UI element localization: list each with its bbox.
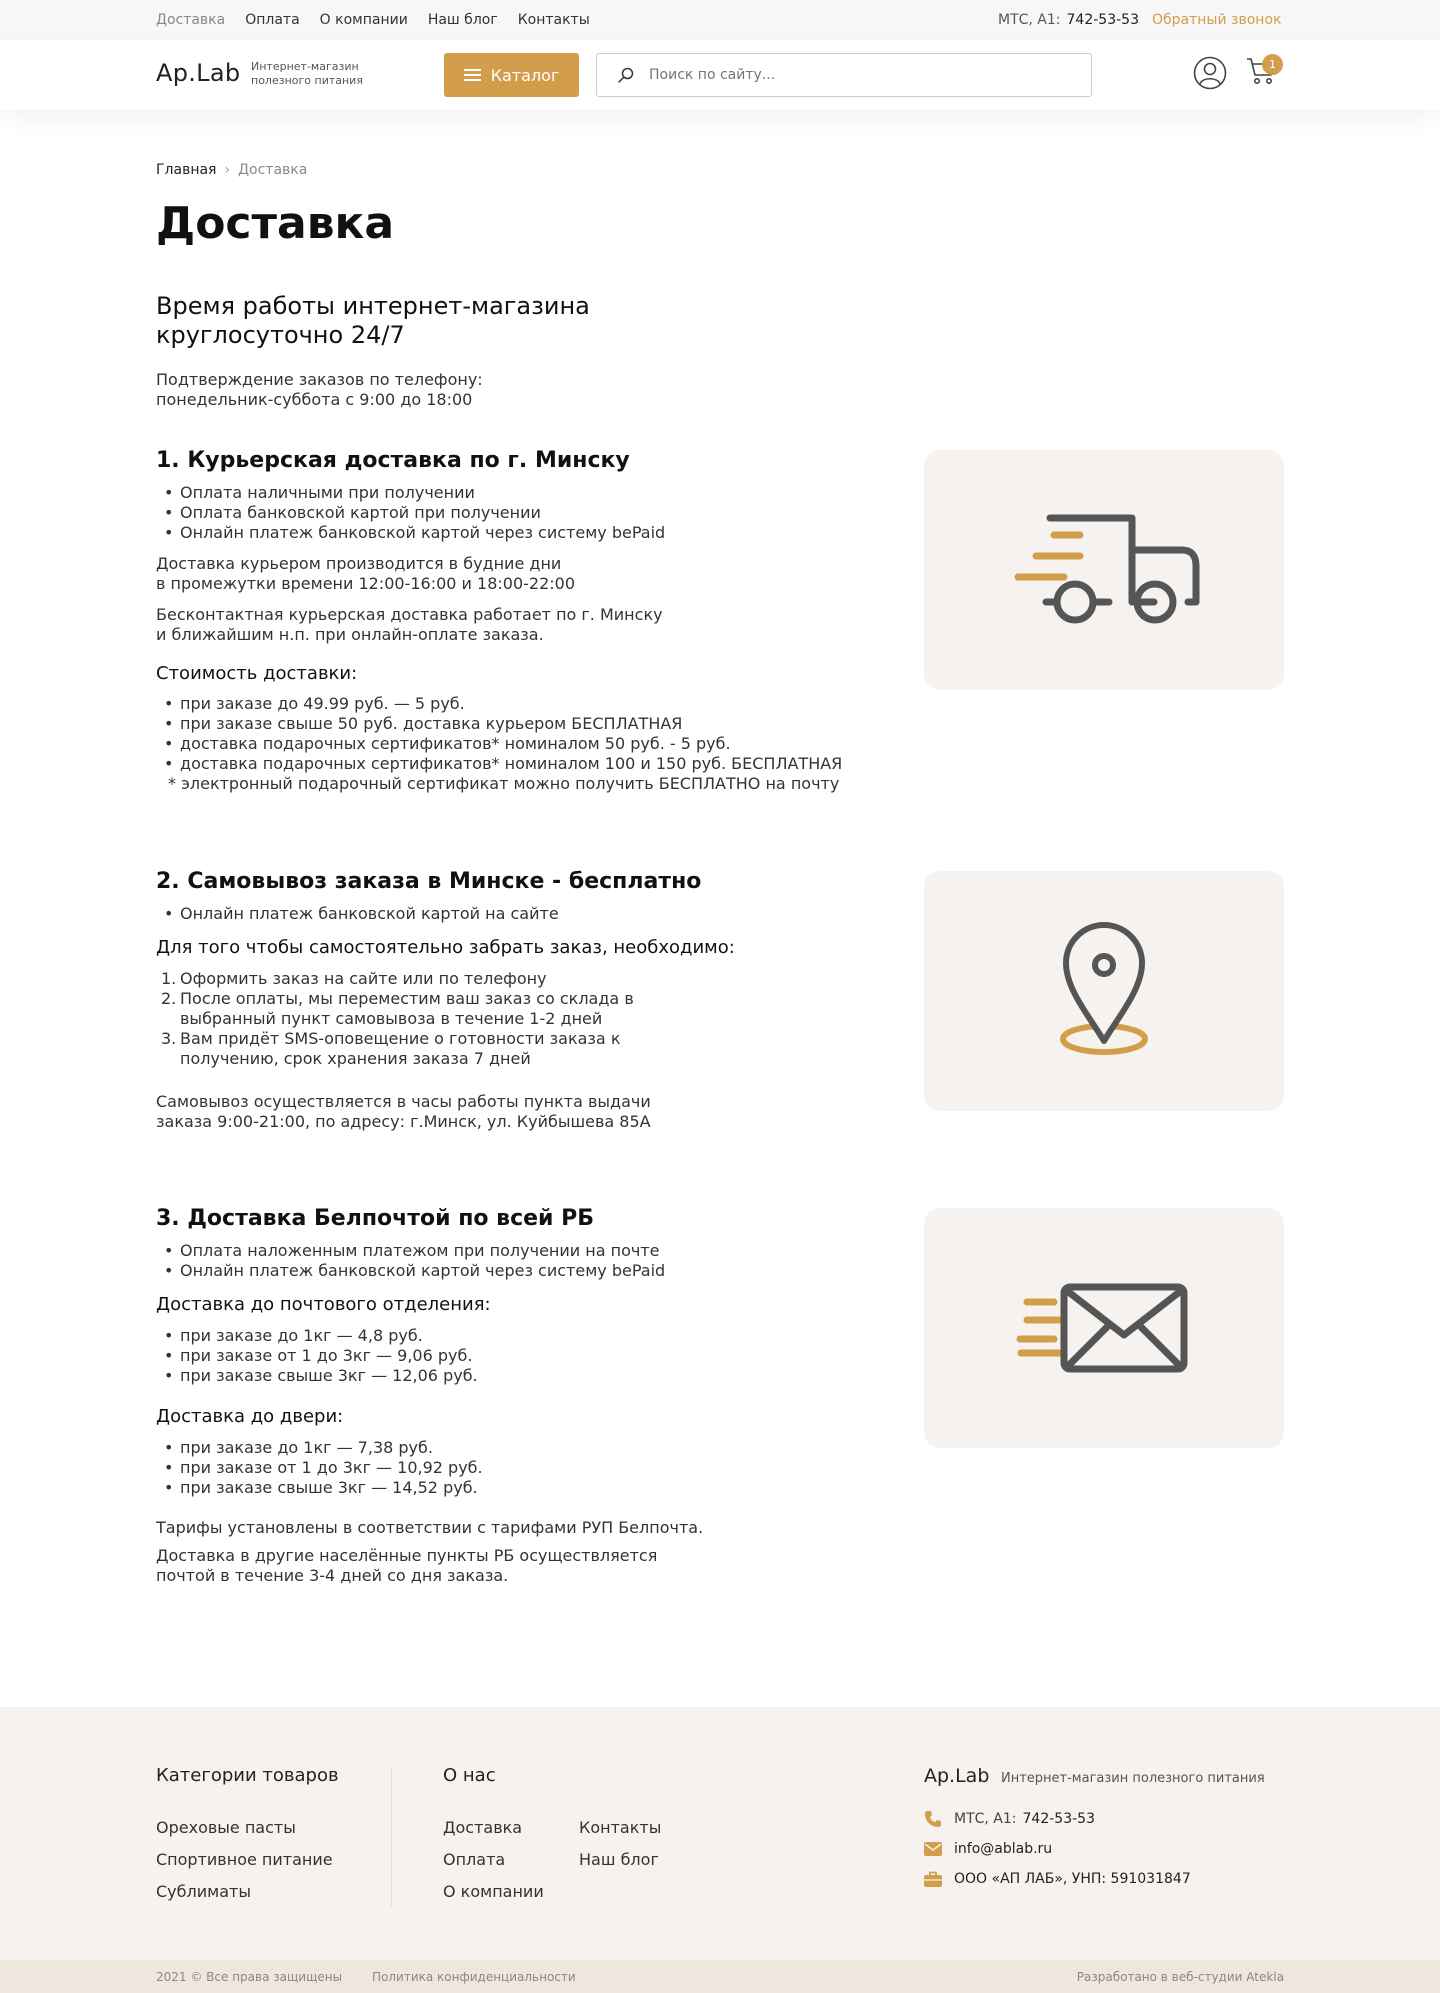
confirm-line-1: Подтверждение заказов по телефону: [156, 370, 483, 389]
list-item: • при заказе от 1 до 3кг — 9,06 руб. [156, 1346, 856, 1366]
list-item [156, 969, 856, 989]
logo[interactable]: Ap.Lab [156, 59, 241, 87]
list-item [156, 1029, 856, 1069]
map-pin-icon [924, 871, 1284, 1111]
catalog-button[interactable] [444, 53, 579, 97]
pickup-hours-line-1: Самовывоз осуществляется в часы работы пункта выдачи [156, 1092, 651, 1111]
copyright: 2021 © Все права защищены [156, 1970, 343, 1984]
footer-about-title: О нас [443, 1765, 496, 1786]
other-localities-line-2: почтой в течение 3-4 дней со дня заказа. [156, 1566, 509, 1585]
pickup-card [924, 871, 1284, 1111]
top-nav-contacts[interactable]: Контакты [517, 12, 590, 28]
catalog-button-label: Каталог [490, 65, 560, 85]
step-text: получению, срок хранения заказа 7 дней [180, 1049, 531, 1068]
list-item: • доставка подарочных сертификатов* номиналом 50 руб. - 5 руб. [156, 734, 856, 754]
post-card [924, 1208, 1284, 1448]
privacy-link[interactable]: Политика конфиденциальности [372, 1970, 576, 1984]
list-item: • Онлайн платеж банковской картой через систему bePaid [156, 523, 856, 543]
list-item: • при заказе свыше 3кг — 12,06 руб. [156, 1366, 856, 1386]
pickup-title: 2. Самовывоз заказа в Минске - бесплатно [156, 869, 702, 894]
list-item [156, 989, 856, 1029]
courier-card [924, 450, 1284, 690]
logo-subtitle-line-1: Интернет-магазин [251, 60, 359, 73]
courier-title: 1. Курьерская доставка по г. Минску [156, 448, 630, 473]
list-item: • Оплата наложенным платежом при получении на почте [156, 1241, 856, 1261]
footer-category-link[interactable]: Ореховые пасты [156, 1818, 296, 1837]
list-item: • при заказе свыше 50 руб. доставка курьером БЕСПЛАТНАЯ [156, 714, 856, 734]
list-item: • Онлайн платеж банковской картой на сайте [156, 904, 856, 924]
courier-time-line-1: Доставка курьером производится в будние дни [156, 554, 562, 573]
other-localities-text [156, 1546, 856, 1586]
cart-count-badge: 1 [1262, 54, 1283, 75]
pickup-hours-text [156, 1092, 856, 1132]
phone-icon [924, 1810, 942, 1828]
list-item: • Онлайн платеж банковской картой через систему bePaid [156, 1261, 856, 1281]
footer-link-blog[interactable]: Наш блог [579, 1850, 659, 1869]
top-nav-about[interactable]: О компании [319, 12, 408, 28]
top-phone-label: МТС, А1: [998, 12, 1061, 28]
footer-link-delivery[interactable]: Доставка [443, 1818, 523, 1837]
top-nav [156, 12, 590, 28]
envelope-icon [924, 1208, 1284, 1448]
list-item: • Оплата наличными при получении [156, 483, 856, 503]
footer-phone-number[interactable]: 742-53-53 [1022, 1811, 1095, 1827]
courier-time-line-2: в промежутки времени 12:00-16:00 и 18:00-22:00 [156, 574, 576, 593]
search-input[interactable] [649, 64, 1069, 86]
other-localities-line-1: Доставка в другие населённые пункты РБ осуществляется [156, 1546, 658, 1565]
footer-email[interactable] [924, 1841, 1052, 1857]
step-number: 3. [161, 1029, 177, 1048]
courier-section [156, 448, 856, 794]
post-title: 3. Доставка Белпочтой по всей РБ [156, 1206, 595, 1231]
pickup-hours-line-2: заказа 9:00-21:00, по адресу: г.Минск, ул. Куйбышева 85А [156, 1112, 651, 1131]
pickup-steps-title: Для того чтобы самостоятельно забрать заказ, необходимо: [156, 937, 735, 958]
door-delivery-title: Доставка до двери: [156, 1406, 344, 1427]
footer-company-text: ООО «АП ЛАБ», УНП: 591031847 [954, 1871, 1191, 1887]
bottom-bar [0, 1960, 1440, 1993]
courier-payment-list [156, 483, 856, 543]
list-item: • при заказе до 1кг — 7,38 руб. [156, 1438, 856, 1458]
footer-logo-subtitle: Интернет-магазин полезного питания [1001, 1771, 1265, 1786]
footer-phone[interactable] [924, 1810, 1095, 1828]
chevron-right-icon: › [224, 162, 231, 178]
work-hours-heading [156, 292, 856, 350]
work-hours-heading-line-2: круглосуточно 24/7 [156, 321, 405, 349]
cost-title: Стоимость доставки: [156, 663, 358, 684]
search-icon [617, 66, 635, 84]
page-title: Доставка [156, 198, 395, 249]
work-hours-heading-line-1: Время работы интернет-магазина [156, 292, 590, 320]
step-text: выбранный пункт самовывоза в течение 1-2 дней [180, 1009, 603, 1028]
intro-section [156, 292, 856, 410]
list-item: • Оплата банковской картой при получении [156, 503, 856, 523]
search-box[interactable] [596, 53, 1092, 97]
contactless-line-2: и ближайшим н.п. при онлайн-оплате заказа. [156, 625, 544, 644]
list-item: • при заказе до 49.99 руб. — 5 руб. [156, 694, 856, 714]
header [0, 40, 1440, 110]
developer-link[interactable]: Разработано в веб-студии Atekla [1076, 1970, 1284, 1984]
door-delivery-list [156, 1438, 856, 1498]
post-payment-list [156, 1241, 856, 1281]
post-section [156, 1206, 856, 1586]
step-number: 2. [161, 989, 177, 1008]
contactless-text [156, 605, 856, 645]
pickup-steps-list [156, 969, 856, 1069]
list-item: • при заказе до 1кг — 4,8 руб. [156, 1326, 856, 1346]
breadcrumb-home[interactable]: Главная [156, 162, 217, 178]
list-item: • при заказе свыше 3кг — 14,52 руб. [156, 1478, 856, 1498]
top-nav-payment[interactable]: Оплата [245, 12, 300, 28]
footer-link-about[interactable]: О компании [443, 1882, 544, 1901]
user-icon[interactable] [1193, 56, 1227, 90]
step-text: Оформить заказ на сайте или по телефону [180, 969, 547, 988]
cost-list [156, 694, 856, 774]
logo-subtitle [251, 60, 363, 88]
briefcase-icon [924, 1871, 942, 1887]
footer-link-contacts[interactable]: Контакты [579, 1818, 662, 1837]
footer-link-payment[interactable]: Оплата [443, 1850, 506, 1869]
footer-category-link[interactable]: Сублиматы [156, 1882, 251, 1901]
menu-icon [464, 66, 481, 84]
top-nav-blog[interactable]: Наш блог [427, 12, 498, 28]
footer-category-link[interactable]: Спортивное питание [156, 1850, 333, 1869]
pickup-section [156, 869, 856, 1132]
top-bar [0, 0, 1440, 40]
list-item: • доставка подарочных сертификатов* номиналом 100 и 150 руб. БЕСПЛАТНАЯ [156, 754, 856, 774]
top-phone-number[interactable]: 742-53-53 [1066, 12, 1139, 28]
footer-company [924, 1871, 1191, 1887]
courier-time-text [156, 554, 856, 594]
footer-logo[interactable]: Ap.Lab [924, 1765, 990, 1787]
breadcrumb [156, 162, 307, 178]
list-item: • при заказе от 1 до 3кг — 10,92 руб. [156, 1458, 856, 1478]
mail-icon [924, 1842, 942, 1856]
step-number: 1. [161, 969, 177, 988]
pickup-payment-list [156, 904, 856, 924]
breadcrumb-current: Доставка [238, 162, 308, 178]
footer-phone-label: МТС, А1: [954, 1811, 1017, 1827]
step-text: После оплаты, мы переместим ваш заказ со склада в [180, 989, 634, 1008]
contactless-line-1: Бесконтактная курьерская доставка работает по г. Минску [156, 605, 663, 624]
office-delivery-title: Доставка до почтового отделения: [156, 1294, 491, 1315]
confirm-text [156, 370, 856, 410]
logo-subtitle-line-2: полезного питания [251, 74, 363, 87]
callback-link[interactable]: Обратный звонок [1152, 12, 1282, 28]
tariffs-text: Тарифы установлены в соответствии с тарифами РУП Белпочта. [156, 1518, 704, 1537]
footer-categories-title: Категории товаров [156, 1765, 339, 1786]
footer-email-address[interactable]: info@ablab.ru [954, 1841, 1053, 1857]
top-nav-delivery[interactable]: Доставка [156, 12, 226, 28]
top-phone[interactable] [998, 12, 1139, 28]
footer-divider [391, 1767, 392, 1907]
step-text: Вам придёт SMS-оповещение о готовности заказа к [180, 1029, 621, 1048]
footer [0, 1707, 1440, 1960]
truck-icon [924, 450, 1284, 690]
confirm-line-2: понедельник-суббота с 9:00 до 18:00 [156, 390, 473, 409]
certificate-note: * электронный подарочный сертификат можно получить БЕСПЛАТНО на почту [168, 774, 840, 793]
office-delivery-list [156, 1326, 856, 1386]
